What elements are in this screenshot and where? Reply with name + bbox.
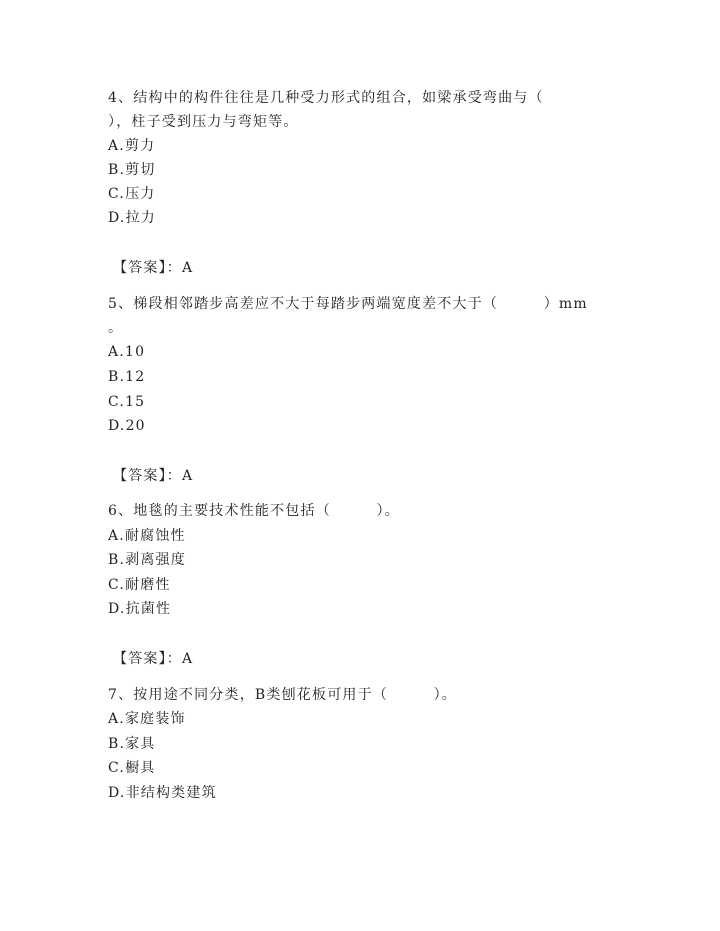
question-4-answer: 【答案】：A [113, 260, 194, 276]
question-7-option-c: C.橱具 [108, 760, 156, 776]
question-5-stem-line-1: 5、梯段相邻踏步高差应不大于每踏步两端宽度差不大于（ ）mm [108, 296, 588, 312]
question-6-option-b: B.剥离强度 [108, 552, 186, 568]
question-5-option-b: B.12 [108, 369, 146, 385]
question-4-stem-line-2: ），柱子受到压力与弯矩等。 [108, 114, 299, 130]
question-4-option-a: A.剪力 [108, 138, 156, 154]
question-5-option-c: C.15 [108, 394, 146, 410]
question-7-option-b: B.家具 [108, 736, 156, 752]
question-5-option-a: A.10 [108, 344, 146, 360]
question-4-option-d: D.拉力 [108, 210, 156, 226]
question-5-answer: 【答案】：A [113, 468, 194, 484]
question-4-option-c: C.压力 [108, 186, 156, 202]
question-6-answer: 【答案】：A [113, 651, 194, 667]
question-4-option-b: B.剪切 [108, 162, 156, 178]
question-6-option-d: D.抗菌性 [108, 601, 172, 617]
question-5-option-d: D.20 [108, 418, 146, 434]
question-6-stem-line-1: 6、地毯的主要技术性能不包括（ ）。 [108, 503, 400, 519]
question-6-option-a: A.耐腐蚀性 [108, 528, 186, 544]
question-7-stem-line-1: 7、按用途不同分类，B类刨花板可用于（ ）。 [108, 687, 457, 703]
question-7-option-a: A.家庭装饰 [108, 711, 186, 727]
question-5-stem-line-2: 。 [108, 320, 124, 336]
question-7-option-d: D.非结构类建筑 [108, 785, 217, 801]
question-4-stem-line-1: 4、结构中的构件往往是几种受力形式的组合，如梁承受弯曲与（ [108, 90, 544, 106]
question-6-option-c: C.耐磨性 [108, 577, 171, 593]
